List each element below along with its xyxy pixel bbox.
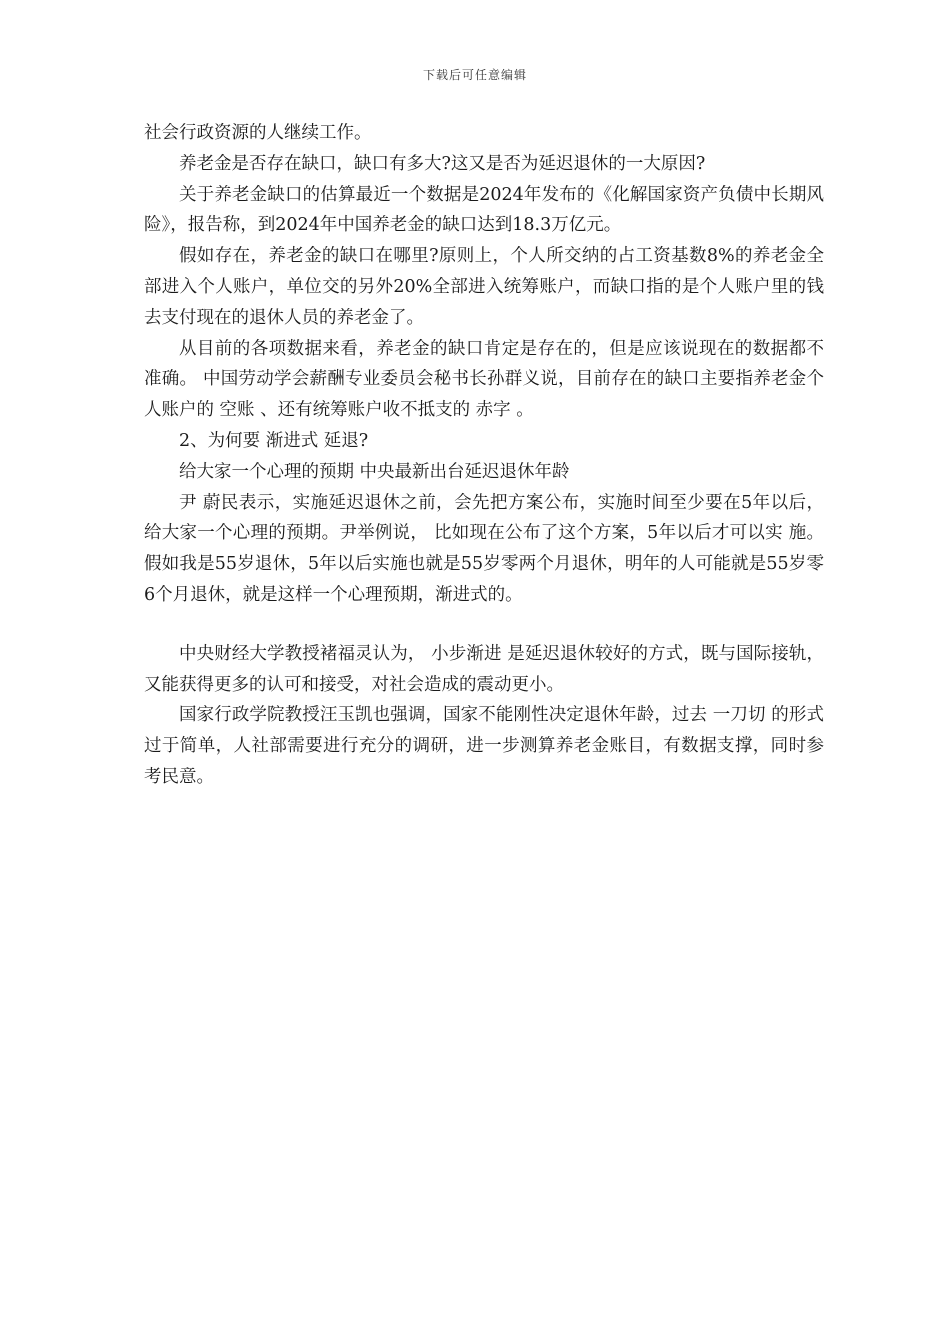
section-heading: 2、为何要 渐进式 延退?: [179, 430, 369, 451]
paragraph-gap-location: 假如存在，养老金的缺口在哪里?原则上，个人所交纳的占工资基数8%的养老金全部进入个人账户，单位交的另外20%全部进入统筹账户，而缺口指的是个人账户里的钱去支付现在的退休人员的养老金了。: [144, 246, 824, 328]
paragraph-question: 养老金是否存在缺口，缺口有多大?这又是否为延迟退休的一大原因?: [179, 153, 706, 174]
paragraph-estimate: 关于养老金缺口的估算最近一个数据是2024年发布的《化解国家资产负债中长期风险》，报告称，到2024年中国养老金的缺口达到18.3万亿元。: [144, 184, 824, 236]
paragraph-continuation: 社会行政资源的人继续工作。: [144, 123, 372, 143]
blank-line: [144, 611, 824, 639]
page-header: 下载后可任意编辑: [422, 68, 527, 82]
paragraph-wang-opinion: 国家行政学院教授汪玉凯也强调，国家不能刚性决定退休年龄，过去 一刀切 的形式过于简单，人社部需要进行充分的调研，进一步测算养老金账目，有数据支撑，同时参考民意。: [144, 705, 824, 787]
document-body: [144, 118, 824, 793]
paragraph-data-status: 从目前的各项数据来看，养老金的缺口肯定是存在的，但是应该说现在的数据都不准确。 中国劳动学会薪酬专业委员会秘书长孙群义说，目前存在的缺口主要指养老金个人账户的 空账 、还有统筹账户收不抵支的 赤字 。: [144, 338, 824, 421]
paragraph-yin-statement: 尹 蔚民表示，实施延迟退休之前，会先把方案公布，实施时间至少要在5年以后，给大家一个心理的预期。尹举例说， 比如现在公布了这个方案，5年以后才可以实 施。假如我是55岁退休，5年以后实施也就是55岁零两个月退休，明年的人可能就是55岁零6个月退休，就是这样一个心理预期，渐进式的。: [144, 492, 824, 605]
subheading: 给大家一个心理的预期 中央最新出台延迟退休年龄: [179, 461, 570, 482]
paragraph-chu-opinion: 中央财经大学教授褚福灵认为， 小步渐进 是延迟退休较好的方式，既与国际接轨，又能获得更多的认可和接受，对社会造成的震动更小。: [144, 643, 824, 695]
